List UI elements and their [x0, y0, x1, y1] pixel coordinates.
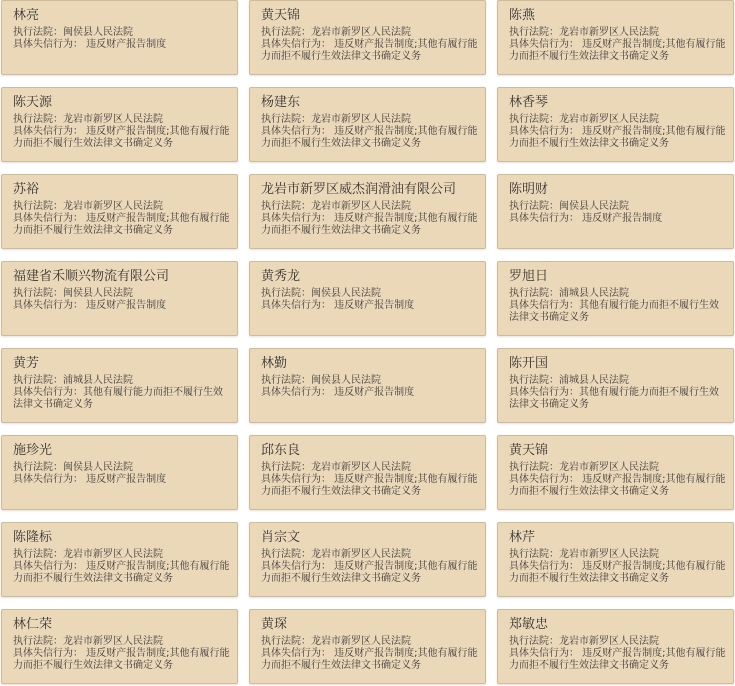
record-behavior: 具体失信行为： 违反财产报告制度;其他有履行能力而拒不履行生效法律文书确定义务 — [509, 39, 726, 62]
record-behavior: 具体失信行为： 违反财产报告制度 — [13, 39, 167, 50]
record-court: 执行法院：龙岩市新罗区人民法院 — [261, 462, 411, 473]
record-card[interactable] — [249, 435, 486, 510]
record-behavior: 具体失信行为： 违反财产报告制度 — [13, 474, 167, 485]
record-court: 执行法院：龙岩市新罗区人民法院 — [13, 114, 163, 125]
record-court: 执行法院：龙岩市新罗区人民法院 — [13, 549, 163, 560]
record-name: 林香琴 — [509, 95, 549, 110]
record-behavior: 具体失信行为： 违反财产报告制度;其他有履行能力而拒不履行生效法律文书确定义务 — [509, 561, 726, 584]
record-name: 杨建东 — [261, 95, 301, 110]
record-name: 陈明财 — [509, 182, 549, 197]
record-court: 执行法院：龙岩市新罗区人民法院 — [509, 549, 659, 560]
record-name: 罗旭日 — [509, 269, 549, 284]
record-behavior: 具体失信行为： 违反财产报告制度;其他有履行能力而拒不履行生效法律文书确定义务 — [13, 648, 230, 671]
record-card[interactable] — [1, 348, 238, 423]
record-court: 执行法院：闽侯县人民法院 — [261, 288, 381, 299]
record-behavior: 具体失信行为： 违反财产报告制度;其他有履行能力而拒不履行生效法律文书确定义务 — [261, 126, 478, 149]
record-court: 执行法院：闽侯县人民法院 — [13, 462, 133, 473]
record-card[interactable] — [1, 87, 238, 162]
record-court: 执行法院：龙岩市新罗区人民法院 — [509, 636, 659, 647]
record-court: 执行法院：龙岩市新罗区人民法院 — [509, 114, 659, 125]
record-card[interactable] — [249, 522, 486, 597]
record-name: 陈天源 — [13, 95, 53, 110]
record-behavior: 具体失信行为： 违反财产报告制度 — [509, 213, 663, 224]
record-behavior: 具体失信行为：其他有履行能力而拒不履行生效法律文书确定义务 — [509, 300, 719, 323]
record-name: 林亮 — [13, 8, 40, 23]
record-name: 施珍光 — [13, 443, 53, 458]
record-court: 执行法院：龙岩市新罗区人民法院 — [261, 27, 411, 38]
record-card[interactable] — [497, 174, 734, 249]
record-card[interactable] — [249, 0, 486, 75]
record-card[interactable] — [497, 87, 734, 162]
record-card[interactable] — [1, 174, 238, 249]
record-name: 黄秀龙 — [261, 269, 301, 284]
record-name: 林勤 — [261, 356, 288, 371]
record-behavior: 具体失信行为：其他有履行能力而拒不履行生效法律文书确定义务 — [13, 387, 223, 410]
record-name: 林仁荣 — [13, 617, 53, 632]
record-card[interactable] — [497, 261, 734, 336]
record-name: 黄芳 — [13, 356, 40, 371]
record-behavior: 具体失信行为： 违反财产报告制度;其他有履行能力而拒不履行生效法律文书确定义务 — [13, 126, 230, 149]
record-behavior: 具体失信行为： 违反财产报告制度 — [261, 387, 415, 398]
record-court: 执行法院：龙岩市新罗区人民法院 — [13, 201, 163, 212]
record-court: 执行法院：龙岩市新罗区人民法院 — [261, 549, 411, 560]
record-court: 执行法院：闽侯县人民法院 — [13, 288, 133, 299]
record-behavior: 具体失信行为： 违反财产报告制度 — [13, 300, 167, 311]
record-name: 黄天锦 — [509, 443, 549, 458]
record-card[interactable] — [249, 609, 486, 684]
record-court: 执行法院：龙岩市新罗区人民法院 — [509, 462, 659, 473]
record-behavior: 具体失信行为： 违反财产报告制度;其他有履行能力而拒不履行生效法律文书确定义务 — [261, 213, 478, 236]
record-card[interactable] — [1, 609, 238, 684]
record-court: 执行法院：龙岩市新罗区人民法院 — [261, 201, 411, 212]
record-card[interactable] — [497, 609, 734, 684]
record-card[interactable] — [1, 522, 238, 597]
record-behavior: 具体失信行为： 违反财产报告制度;其他有履行能力而拒不履行生效法律文书确定义务 — [261, 561, 478, 584]
record-card[interactable] — [1, 435, 238, 510]
record-behavior: 具体失信行为：其他有履行能力而拒不履行生效法律文书确定义务 — [509, 387, 719, 410]
record-court: 执行法院：龙岩市新罗区人民法院 — [509, 27, 659, 38]
record-court: 执行法院：闽侯县人民法院 — [261, 375, 381, 386]
record-name: 陈开国 — [509, 356, 549, 371]
record-card[interactable] — [497, 348, 734, 423]
record-court: 执行法院：龙岩市新罗区人民法院 — [13, 636, 163, 647]
record-name: 黄琛 — [261, 617, 288, 632]
record-name: 邱东良 — [261, 443, 301, 458]
record-behavior: 具体失信行为： 违反财产报告制度;其他有履行能力而拒不履行生效法律文书确定义务 — [509, 126, 726, 149]
record-court: 执行法院：龙岩市新罗区人民法院 — [261, 114, 411, 125]
record-name: 黄天锦 — [261, 8, 301, 23]
record-card[interactable] — [497, 0, 734, 75]
record-name: 林芹 — [509, 530, 536, 545]
record-court: 执行法院：龙岩市新罗区人民法院 — [261, 636, 411, 647]
record-name: 郑敏忠 — [509, 617, 549, 632]
record-court: 执行法院：浦城县人民法院 — [13, 375, 133, 386]
record-court: 执行法院：闽侯县人民法院 — [509, 201, 629, 212]
record-name: 苏裕 — [13, 182, 40, 197]
record-card[interactable] — [249, 174, 486, 249]
record-court: 执行法院：浦城县人民法院 — [509, 375, 629, 386]
record-name: 龙岩市新罗区威杰润滑油有限公司 — [261, 182, 457, 197]
record-behavior: 具体失信行为： 违反财产报告制度;其他有履行能力而拒不履行生效法律文书确定义务 — [261, 648, 478, 671]
record-card[interactable] — [249, 348, 486, 423]
record-behavior: 具体失信行为： 违反财产报告制度;其他有履行能力而拒不履行生效法律文书确定义务 — [261, 474, 478, 497]
record-card[interactable] — [1, 0, 238, 75]
record-name: 福建省禾顺兴物流有限公司 — [13, 269, 170, 284]
record-court: 执行法院：浦城县人民法院 — [509, 288, 629, 299]
record-card[interactable] — [497, 435, 734, 510]
record-behavior: 具体失信行为： 违反财产报告制度;其他有履行能力而拒不履行生效法律文书确定义务 — [261, 39, 478, 62]
record-card[interactable] — [249, 261, 486, 336]
record-behavior: 具体失信行为： 违反财产报告制度;其他有履行能力而拒不履行生效法律文书确定义务 — [509, 474, 726, 497]
record-name: 陈燕 — [509, 8, 536, 23]
record-card[interactable] — [249, 87, 486, 162]
record-card[interactable] — [1, 261, 238, 336]
record-behavior: 具体失信行为： 违反财产报告制度;其他有履行能力而拒不履行生效法律文书确定义务 — [509, 648, 726, 671]
record-behavior: 具体失信行为： 违反财产报告制度 — [261, 300, 415, 311]
record-court: 执行法院：闽侯县人民法院 — [13, 27, 133, 38]
record-card[interactable] — [497, 522, 734, 597]
record-behavior: 具体失信行为： 违反财产报告制度;其他有履行能力而拒不履行生效法律文书确定义务 — [13, 213, 230, 236]
record-behavior: 具体失信行为： 违反财产报告制度;其他有履行能力而拒不履行生效法律文书确定义务 — [13, 561, 230, 584]
record-name: 肖宗文 — [261, 530, 301, 545]
record-name: 陈隆标 — [13, 530, 53, 545]
